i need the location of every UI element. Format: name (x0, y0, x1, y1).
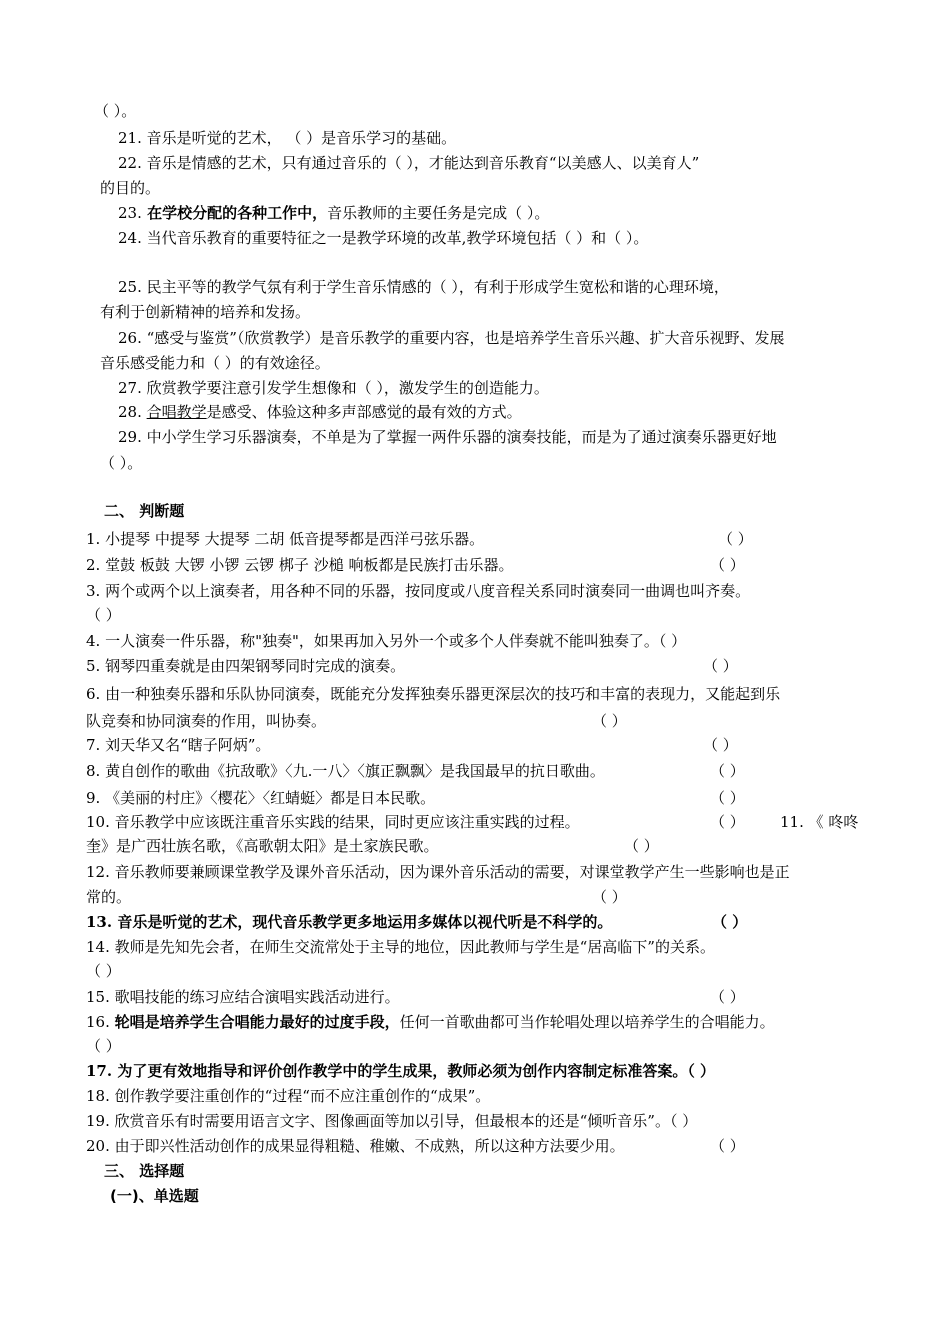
question-21: 21. 音乐是听觉的艺术， （ ）是音乐学习的基础。 (118, 129, 457, 147)
judge-item-20: 20. 由于即兴性活动创作的成果显得粗糙、稚嫩、不成熟，所以这种方法要少用。 (86, 1137, 625, 1155)
question-27: 27. 欣赏教学要注意引发学生想像和（ ），激发学生的创造能力。 (118, 379, 549, 397)
judge-item-16-number: 16. (86, 1013, 115, 1031)
judge-item-10-answer: （ ） (710, 813, 745, 831)
judge-item-16 (86, 1012, 775, 1032)
judge-item-11-answer: （ ） (624, 837, 659, 855)
question-23-rest: 音乐教师的主要任务是完成（ ）。 (327, 204, 550, 222)
judge-item-6-line2: 队竞奏和协同演奏的作用，叫协奏。 (86, 712, 327, 730)
judge-item-8: 8. 黄自创作的歌曲《抗敌歌》〈九.一八〉〈旗正飘飘〉是我国最早的抗日歌曲。 (86, 762, 605, 780)
judge-item-16-bold: 轮唱是培养学生合唱能力最好的过度手段， (114, 1013, 400, 1031)
judge-item-7: 7. 刘天华又名“瞎子阿炳”。 (86, 736, 271, 754)
judge-item-2-answer: （ ） (710, 556, 745, 574)
judge-item-6-line1: 6. 由一种独奏乐器和乐队协同演奏，既能充分发挥独奏乐器更深层次的技巧和丰富的表现力，又能起到乐 (86, 685, 781, 703)
judge-item-6-answer: （ ） (592, 712, 627, 730)
judge-item-12-answer: （ ） (592, 888, 627, 906)
judge-item-13-answer: （ ） (712, 913, 748, 931)
judge-item-16-answer: （ ） (86, 1037, 121, 1055)
section-heading-judge: 二、 判断题 (104, 502, 185, 520)
judge-item-14-line1: 14. 教师是先知先会者，在师生交流常处于主导的地位，因此教师与学生是“居高临下”的关系。 (86, 938, 715, 956)
judge-item-5-answer: （ ） (703, 657, 738, 675)
judge-item-9-answer: （ ） (710, 789, 745, 807)
question-23-number: 23. (118, 204, 142, 222)
question-23 (118, 203, 549, 223)
question-20-tail: （ ）。 (94, 102, 137, 120)
judge-item-20-answer: （ ） (710, 1137, 745, 1155)
judge-item-17: 17. 为了更有效地指导和评价创作教学中的学生成果，教师必须为创作内容制定标准答案。（ ） (86, 1062, 716, 1080)
judge-item-13: 13. 音乐是听觉的艺术，现代音乐教学更多地运用多媒体以视代听是不科学的。 (86, 913, 613, 931)
judge-item-8-answer: （ ） (710, 762, 745, 780)
judge-item-15: 15. 歌唱技能的练习应结合演唱实践活动进行。 (86, 988, 400, 1006)
question-26-line2: 音乐感受能力和（ ）的有效途径。 (100, 354, 330, 372)
question-28-underlined: 合唱教学 (146, 403, 207, 421)
judge-item-1: 1. 小提琴 中提琴 大提琴 二胡 低音提琴都是西洋弓弦乐器。 (86, 530, 485, 548)
question-28 (118, 402, 522, 422)
judge-item-19: 19. 欣赏音乐有时需要用语言文字、图像画面等加以引导，但最根本的还是“倾听音乐”。（ ） (86, 1112, 698, 1130)
judge-item-5: 5. 钢琴四重奏就是由四架钢琴同时完成的演奏。 (86, 657, 406, 675)
judge-item-15-answer: （ ） (710, 988, 745, 1006)
judge-item-4: 4. 一人演奏一件乐器，称"独奏"，如果再加入另外一个或多个人伴奏就不能叫独奏了。（ ） (86, 632, 687, 650)
judge-item-16-rest: 任何一首歌曲都可当作轮唱处理以培养学生的合唱能力。 (399, 1013, 775, 1031)
section-heading-choice: 三、 选择题 (104, 1162, 185, 1180)
judge-item-11-line1: 11. 《 咚咚 (780, 813, 859, 831)
judge-item-1-answer: （ ） (718, 530, 753, 548)
question-28-number: 28. (118, 403, 147, 421)
judge-item-3-line1: 3. 两个或两个以上演奏者，用各种不同的乐器，按同度或八度音程关系同时演奏同一曲调也叫齐奏。 (86, 582, 751, 600)
judge-item-9: 9. 《美丽的村庄》〈樱花〉〈红蜻蜓〉都是日本民歌。 (86, 789, 436, 807)
question-24: 24. 当代音乐教育的重要特征之一是教学环境的改革,教学环境包括（ ）和（ ）。 (118, 229, 649, 247)
judge-item-12-line2: 常的。 (86, 888, 132, 906)
subsection-heading-single-choice: (一)、单选题 (110, 1187, 199, 1205)
question-25-line2: 有利于创新精神的培养和发扬。 (100, 303, 311, 321)
judge-item-11-line2: 奎》是广西壮族名歌，《高歌朝太阳》是土家族民歌。 (86, 837, 439, 855)
judge-item-2: 2. 堂鼓 板鼓 大锣 小锣 云锣 梆子 沙槌 响板都是民族打击乐器。 (86, 556, 514, 574)
question-29-line2: （ ）。 (100, 454, 143, 472)
judge-item-3-answer: （ ） (86, 606, 121, 624)
question-26-line1: 26. “感受与鉴赏”（欣赏教学）是音乐教学的重要内容，也是培养学生音乐兴趣、扩大音乐视野、发展 (118, 329, 785, 347)
judge-item-7-answer: （ ） (703, 736, 738, 754)
question-22-line1: 22. 音乐是情感的艺术，只有通过音乐的（ ），才能达到音乐教育“以美感人、以美育人” (118, 154, 700, 172)
question-28-rest: 是感受、体验这种多声部感觉的最有效的方式。 (206, 403, 522, 421)
judge-item-18: 18. 创作教学要注重创作的“过程“而不应注重创作的“成果”。 (86, 1087, 491, 1105)
judge-item-10: 10. 音乐教学中应该既注重音乐实践的结果，同时更应该注重实践的过程。 (86, 813, 580, 831)
judge-item-14-answer: （ ） (86, 962, 121, 980)
question-22-line2: 的目的。 (100, 179, 161, 197)
question-23-bold: 在学校分配的各种工作中， (141, 204, 328, 222)
judge-item-12-line1: 12. 音乐教师要兼顾课堂教学及课外音乐活动，因为课外音乐活动的需要，对课堂教学产生一些影响也是正 (86, 863, 790, 881)
question-29-line1: 29. 中小学生学习乐器演奏，不单是为了掌握一两件乐器的演奏技能，而是为了通过演奏乐器更好地 (118, 428, 777, 446)
question-25-line1: 25. 民主平等的教学气氛有利于学生音乐情感的（ ），有利于形成学生宽松和谐的心理环境， (118, 278, 729, 296)
